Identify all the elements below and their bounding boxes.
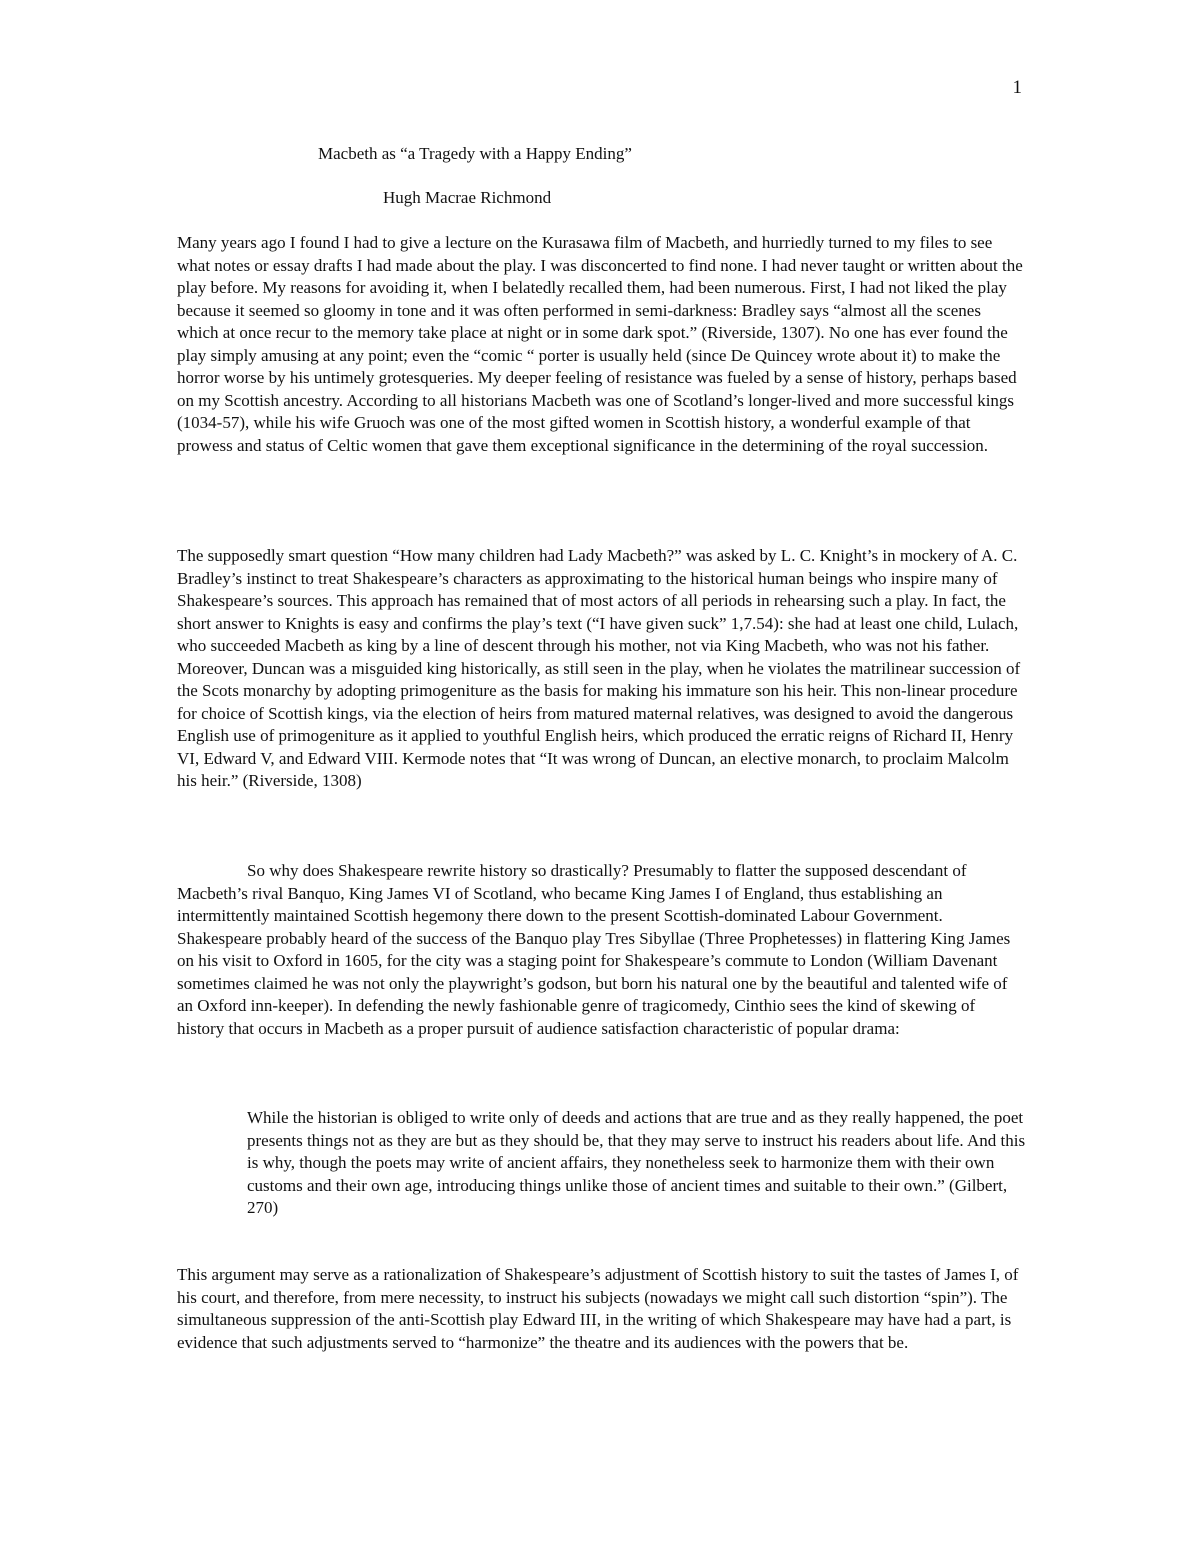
paragraph-1: Many years ago I found I had to give a lecture on the Kurasawa film of Macbeth, and hurriedly turned to my files to see what notes or essay drafts I had made about the play. I was disconcerted to find none. I had never taught or written about the play before. My reasons for avoiding it, when I belatedly recalled them, had been numerous. First, I had not liked the play because it seemed so gloomy in tone and it was often performed in semi-darkness: Bradley says “almost all the scenes which at once recur to the memory take place at night or in some dark spot.” (Riverside, 1307). No one has ever found the play simply amusing at any point; even the “comic “ porter is usually held (since De Quincey wrote about it) to make the horror worse by his untimely grotesqueries. My deeper feeling of resistance was fueled by a sense of history, perhaps based on my Scottish ancestry. According to all historians Macbeth was one of Scotland’s longer-lived and more successful kings (1034-57), while his wife Gruoch was one of the most gifted women in Scottish history, a wonderful example of that prowess and status of Celtic women that gave them exceptional significance in the determining of the royal succession. xyxy=(177,233,1023,455)
paragraph-2: The supposedly smart question “How many children had Lady Macbeth?” was asked by L. C. Knight’s in mockery of A. C. Bradley’s instinct to treat Shakespeare’s characters as approximating to the historical human beings who inspire many of Shakespeare’s sources. This approach has remained that of most actors of all periods in rehearsing such a play. In fact, the short answer to Knights is easy and confirms the play’s text (“I have given suck” 1,7.54): she had at least one child, Lulach, who succeeded Macbeth as king by a line of descent through his mother, not via King Macbeth, who was not his father. Moreover, Duncan was a misguided king historically, as still seen in the play, when he violates the matrilinear succession of the Scots monarchy by adopting primogeniture as the basis for making his immature son his heir. This non-linear procedure for choice of Scottish kings, via the election of heirs from matured maternal relatives, was designed to avoid the dangerous English use of primogeniture as it applied to youthful English heirs, which produced the erratic reigns of Richard II, Henry VI, Edward V, and Edward VIII. Kermode notes that “It was wrong of Duncan, an elective monarch, to proclaim Malcolm his heir.” (Riverside, 1308) xyxy=(177,546,1021,790)
block-quote: While the historian is obliged to write only of deeds and actions that are true and as they really happened, the poet presents things not as they are but as they should be, that they may serve to instruct his readers about life. And this is why, though the poets may write of ancient affairs, they nonetheless seek to harmonize them with their own customs and their own age, introducing things unlike those of ancient times and suitable to their own.” (Gilbert, 270) xyxy=(247,1108,1026,1217)
essay-title: Macbeth as “a Tragedy with a Happy Ending” xyxy=(318,144,632,163)
paragraph-3: So why does Shakespeare rewrite history so drastically? Presumably to flatter the supposed descendant of Macbeth’s rival Banquo, King James VI of Scotland, who became King James I of England, thus establishing an intermittently maintained Scottish hegemony there down to the present Scottish-dominated Labour Government. Shakespeare probably heard of the success of the Banquo play Tres Sibyllae (Three Prophetesses) in flattering King James on his visit to Oxford in 1605, for the city was a staging point for Shakespeare’s commute to London (William Davenant sometimes claimed he was not only the playwright’s godson, but born his natural one by the beautiful and talented wife of an Oxford inn-keeper). In defending the newly fashionable genre of tragicomedy, Cinthio sees the kind of skewing of history that occurs in Macbeth as a proper pursuit of audience satisfaction characteristic of popular drama: xyxy=(177,861,1011,1038)
essay-author: Hugh Macrae Richmond xyxy=(383,188,552,207)
paragraph-4: This argument may serve as a rationalization of Shakespeare’s adjustment of Scottish history to suit the tastes of James I, of his court, and therefore, from mere necessity, to instruct his subjects (nowadays we might call such distortion “spin”). The simultaneous suppression of the anti-Scottish play Edward III, in the writing of which Shakespeare may have had a part, is evidence that such adjustments served to “harmonize” the theatre and its audiences with the powers that be. xyxy=(177,1265,1019,1352)
page-number: 1 xyxy=(1012,77,1022,98)
